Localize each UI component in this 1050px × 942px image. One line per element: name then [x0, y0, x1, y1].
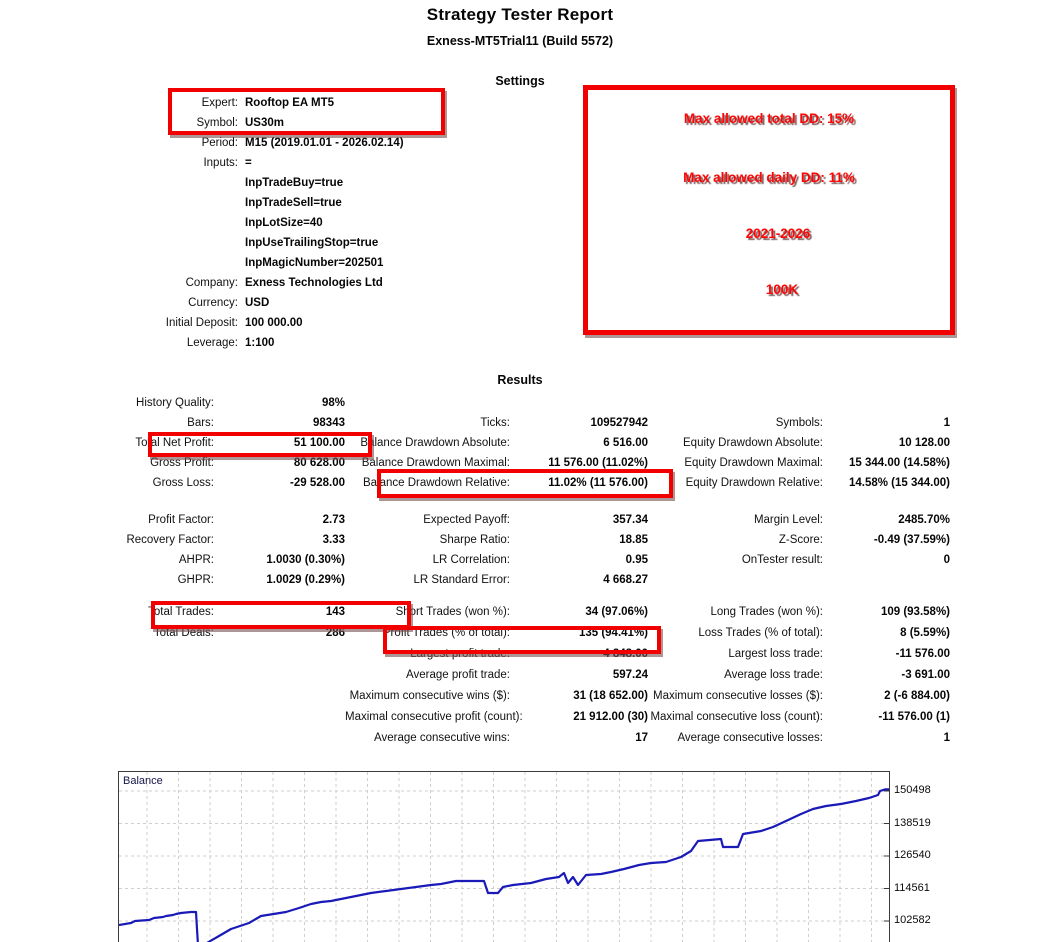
- result-value: 0: [943, 554, 950, 566]
- result-value: [510, 393, 648, 413]
- results-row: [0, 550, 980, 570]
- y-tick-label: 150498: [894, 784, 931, 796]
- results-row: [0, 530, 980, 550]
- settings-section-header: Settings: [495, 74, 545, 88]
- result-value: 2 (-6 884.00): [884, 690, 950, 702]
- results-block-trades: [0, 602, 980, 749]
- result-label: Equity Drawdown Absolute:: [683, 437, 823, 449]
- result-label: Total Deals:: [153, 627, 214, 639]
- settings-label: Period:: [201, 137, 238, 149]
- settings-value: InpLotSize=40: [245, 217, 323, 229]
- highlight-box-total-net-profit: [148, 432, 372, 457]
- result-label: [0, 707, 214, 728]
- settings-value: =: [245, 157, 252, 169]
- y-tick-label: 138519: [894, 816, 931, 829]
- result-label: OnTester result:: [741, 554, 823, 566]
- results-row: [0, 602, 980, 623]
- settings-row: [0, 253, 620, 273]
- results-row: [0, 393, 980, 413]
- result-label: Profit Factor:: [148, 514, 214, 526]
- settings-row: [0, 293, 620, 313]
- settings-row: [0, 193, 620, 213]
- settings-value: US30m: [245, 117, 284, 129]
- result-label: Profit Trades (% of total):: [382, 627, 510, 639]
- result-label: Z-Score:: [778, 534, 823, 546]
- annotation-text: Max allowed total DD: 15%: [683, 111, 855, 126]
- result-label: [0, 644, 214, 665]
- settings-row: [0, 133, 620, 153]
- settings-row: [0, 153, 620, 173]
- results-row: [0, 413, 980, 433]
- result-value: 357.34: [612, 514, 648, 526]
- settings-value: M15 (2019.01.01 - 2026.02.14): [245, 137, 404, 149]
- result-value: 135 (94.41%): [578, 627, 648, 639]
- settings-row: [0, 173, 620, 193]
- result-value: [214, 665, 345, 686]
- settings-value: InpMagicNumber=202501: [245, 257, 384, 269]
- highlight-box-expert-symbol: [168, 88, 445, 135]
- results-row: [0, 665, 980, 686]
- result-value: [823, 393, 950, 413]
- result-label: Average loss trade:: [724, 669, 823, 681]
- result-value: 3.33: [322, 534, 345, 546]
- result-value: [214, 707, 345, 728]
- settings-label: Company:: [185, 277, 238, 289]
- result-label: GHPR:: [177, 574, 214, 586]
- annotation-text: Max allowed daily DD: 11%: [683, 170, 855, 185]
- result-value: 0.95: [625, 554, 648, 566]
- page-title: Strategy Tester Report: [426, 5, 614, 24]
- result-label: [0, 728, 214, 749]
- result-label: Largest profit trade:: [410, 648, 510, 660]
- annotation-text: 100K: [765, 282, 799, 297]
- settings-value: 100 000.00: [245, 317, 303, 329]
- result-value: 15 344.00 (14.58%): [848, 457, 950, 469]
- balance-chart-plot: [119, 772, 889, 942]
- settings-label: [0, 193, 245, 213]
- result-value: 98343: [313, 417, 345, 429]
- settings-value: InpUseTrailingStop=true: [245, 237, 379, 249]
- annotation-text: 2021-2026: [745, 226, 811, 241]
- settings-value: InpTradeBuy=true: [245, 177, 344, 189]
- settings-label: [0, 173, 245, 193]
- highlight-box-profit-trades: [383, 626, 661, 654]
- result-value: 143: [325, 606, 345, 618]
- result-value: 1.0030 (0.30%): [266, 554, 345, 566]
- result-label: Short Trades (won %):: [395, 606, 510, 618]
- result-label: Symbols:: [775, 417, 823, 429]
- result-value: 17: [635, 732, 648, 744]
- result-label: Gross Loss:: [152, 477, 214, 489]
- result-value: 80 628.00: [293, 457, 345, 469]
- result-value: 6 516.00: [603, 437, 648, 449]
- settings-label: Initial Deposit:: [165, 317, 238, 329]
- result-label: Ticks:: [480, 417, 510, 429]
- result-value: 286: [325, 627, 345, 639]
- result-value: 14.58% (15 344.00): [848, 477, 950, 489]
- settings-row: [0, 213, 620, 233]
- result-label: Maximum consecutive losses ($):: [653, 690, 823, 702]
- result-value: 31 (18 652.00): [573, 690, 648, 702]
- result-value: 18.85: [619, 534, 648, 546]
- result-label: [345, 393, 510, 413]
- settings-value: InpTradeSell=true: [245, 197, 342, 209]
- result-value: [214, 644, 345, 665]
- result-value: -11 576.00: [895, 648, 950, 660]
- result-value: 1: [943, 732, 950, 744]
- settings-value: USD: [245, 297, 270, 309]
- result-value: 98%: [321, 397, 345, 409]
- result-value: 2.73: [322, 514, 345, 526]
- result-label: Sharpe Ratio:: [439, 534, 510, 546]
- highlight-box-total-trades: [151, 601, 411, 629]
- result-label: History Quality:: [136, 397, 214, 409]
- balance-series-label: Balance: [123, 775, 163, 787]
- settings-label: Currency:: [188, 297, 238, 309]
- result-label: Average profit trade:: [406, 669, 510, 681]
- result-value: 1.0029 (0.29%): [266, 574, 345, 586]
- results-row: [0, 570, 980, 590]
- result-label: Balance Drawdown Relative:: [362, 477, 510, 489]
- highlight-box-balance-drawdown-relative: [377, 469, 673, 498]
- annotation-note-box: [583, 85, 955, 335]
- server-build-subtitle: Exness-MT5Trial11 (Build 5572): [426, 34, 614, 48]
- results-section-header: Results: [497, 373, 543, 387]
- result-label: Bars:: [187, 417, 214, 429]
- results-row: [0, 510, 980, 530]
- result-label: Maximum consecutive wins ($):: [349, 690, 510, 702]
- result-value: [823, 570, 950, 590]
- results-row: [0, 686, 980, 707]
- results-block-ratios: [0, 510, 980, 590]
- settings-label: Expert:: [201, 97, 238, 109]
- settings-row: [0, 313, 620, 333]
- result-label: [0, 665, 214, 686]
- result-value: [214, 686, 345, 707]
- result-value: 109527942: [590, 417, 648, 429]
- result-label: Recovery Factor:: [126, 534, 214, 546]
- y-tick-label: 102582: [894, 914, 931, 926]
- result-value: 21 912.00 (30): [573, 711, 648, 723]
- result-value: 1: [943, 417, 950, 429]
- settings-row: [0, 273, 620, 293]
- settings-label: [0, 213, 245, 233]
- result-label: Largest loss trade:: [728, 648, 823, 660]
- result-label: Total Trades:: [148, 606, 214, 618]
- y-tick-label: 126540: [894, 849, 931, 861]
- result-value: 109 (93.58%): [880, 606, 950, 618]
- settings-label: Leverage:: [186, 337, 238, 349]
- balance-chart: [118, 771, 890, 942]
- result-value: 34 (97.06%): [585, 606, 648, 618]
- result-label: Margin Level:: [753, 514, 823, 526]
- result-value: 4 668.27: [603, 574, 648, 586]
- result-label: AHPR:: [178, 554, 214, 566]
- result-value: 11.02% (11 576.00): [548, 477, 648, 489]
- settings-label: [0, 253, 245, 273]
- settings-label: Symbol:: [196, 117, 238, 129]
- results-row: [0, 707, 980, 728]
- results-row: [0, 433, 980, 453]
- result-label: LR Standard Error:: [413, 574, 510, 586]
- result-label: Equity Drawdown Relative:: [685, 477, 823, 489]
- result-label: Balance Drawdown Maximal:: [361, 457, 510, 469]
- settings-value: 1:100: [245, 337, 275, 349]
- result-value: 4 848.00: [603, 648, 648, 660]
- result-value: -11 576.00 (1): [878, 711, 950, 723]
- settings-value: Rooftop EA MT5: [245, 97, 335, 109]
- result-value: [214, 728, 345, 749]
- result-label: [648, 393, 823, 413]
- result-label: LR Correlation:: [432, 554, 510, 566]
- result-label: [648, 570, 823, 590]
- result-value: -3 691.00: [901, 669, 950, 681]
- result-value: 51 100.00: [293, 437, 345, 449]
- settings-row: [0, 233, 620, 253]
- result-label: Average consecutive losses:: [677, 732, 823, 744]
- y-tick-label: 114561: [894, 881, 930, 894]
- result-label: Expected Payoff:: [423, 514, 510, 526]
- result-label: Loss Trades (% of total):: [698, 627, 823, 639]
- result-label: [0, 686, 214, 707]
- result-label: Long Trades (won %):: [710, 606, 823, 618]
- result-label: Average consecutive wins:: [374, 732, 510, 744]
- result-value: -29 528.00: [290, 477, 345, 489]
- result-label: Gross Profit:: [150, 457, 214, 469]
- settings-label: [0, 233, 245, 253]
- result-value: 8 (5.59%): [900, 627, 950, 639]
- settings-row: [0, 333, 620, 353]
- result-label: Total Net Profit:: [135, 437, 214, 449]
- result-value: -0.49 (37.59%): [873, 534, 950, 546]
- results-row: [0, 728, 980, 749]
- settings-label: Inputs:: [203, 157, 238, 169]
- result-value: 597.24: [612, 669, 648, 681]
- result-label: Balance Drawdown Absolute:: [360, 437, 510, 449]
- result-label: Maximal consecutive loss (count):: [650, 711, 823, 723]
- result-value: 2485.70%: [898, 514, 950, 526]
- settings-value: Exness Technologies Ltd: [245, 277, 383, 289]
- result-label: Maximal consecutive profit (count):: [345, 711, 523, 723]
- result-label: Equity Drawdown Maximal:: [684, 457, 823, 469]
- result-value: 10 128.00: [898, 437, 950, 449]
- balance-line: [119, 789, 889, 942]
- result-value: 11 576.00 (11.02%): [548, 457, 648, 469]
